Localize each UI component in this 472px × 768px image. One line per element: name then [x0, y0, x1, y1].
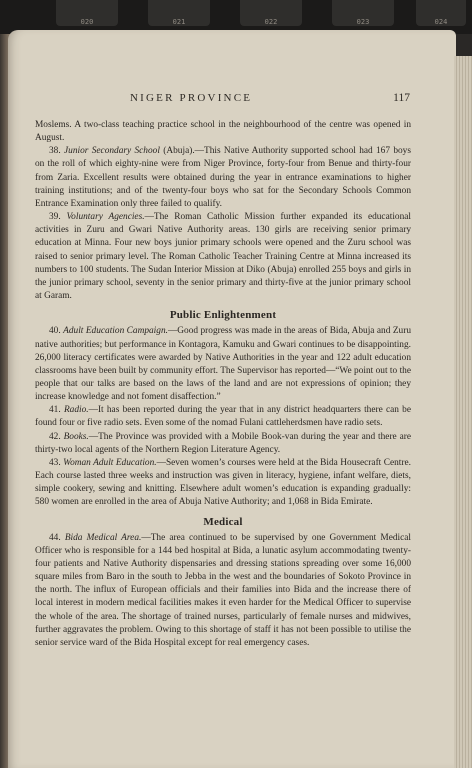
paragraph-text: —It has been reported during the year that in any district headquarters there can be found four or five radio sets. Even some of the nomad Fulani cattleherdsmen have radio sets. [35, 405, 411, 429]
paragraph-number: 42. [49, 431, 61, 442]
page-number: 117 [393, 92, 410, 104]
paragraph-number: 40. [49, 326, 61, 337]
paragraph-text: —The Province was provided with a Mobile Book-van during the year and there are thirty-two local agents of the Northern Region Literature Agency. [35, 431, 411, 455]
section-heading-public-enlightenment: Public Enlightenment [169, 309, 277, 322]
paragraph-title: Books. [63, 431, 89, 442]
paragraph-title: Bida Medical Area. [64, 532, 142, 543]
ruler-label: 023 [332, 0, 394, 26]
paragraph-43 [35, 457, 411, 510]
ruler-label: 021 [148, 0, 210, 26]
ruler-label: 022 [240, 0, 302, 26]
ruler-label: 020 [56, 0, 118, 26]
paragraph-title: Woman Adult Education. [63, 457, 157, 468]
paragraph-number: 44. [49, 532, 61, 543]
paragraph-text: (Abuja).—This Native Authority supported school had 167 boys on the roll of which eighty-nine were from Niger Province, forty-four from Benue and thirty-four from Zaria. Excellent results were obtained during the year in entrance examinations to higher training institutions; and of the twenty-four boys who sat for the Secondary Schools Common Entrance Examination only three failed to qualify. [35, 146, 411, 209]
paragraph-39 [35, 211, 411, 303]
paragraph-title: Voluntary Agencies. [66, 212, 145, 223]
paragraph-text: Moslems. A two-class teaching practice school in the neighbourhood of the centre was opened in August. [35, 120, 411, 144]
paragraph-41 [35, 404, 411, 430]
section-heading-medical: Medical [203, 515, 243, 528]
ruler-label: 024 [416, 0, 466, 26]
paragraph-title: Junior Secondary School [64, 146, 160, 157]
paragraph-text: —Good progress was made in the areas of Bida, Abuja and Zuru native authorities; but performance in Kontagora, Kamuku and Gwari continues to be disappointing. 26,000 literacy certificates were awarded by Native Authorities in the year and 122 adult education classrooms have been built by community effort. The Supervisor has reported—“We point out to the people that our talks are based on the laws of the land and are not expressions of opinion; they increase knowledge and not foment disaffection.” [35, 326, 411, 403]
paragraph-text: —The area continued to be supervised by one Government Medical Officer who is responsible for a 144 bed hospital at Bida, a lunatic asylum accommodating twenty-four patients and Native Authority dispensaries and dressing stations spreading over some 16,000 square miles from Baro in the south to Jebba in the west and the boundaries of Sokoto Province in the north. The influx of European officials and their families into Bida and the increase there of local interest in modern medical facilities makes it even harder for the Medical Officer to supervise the whole of the area. The shortage of trained nurses, particularly of female nurses and midwives, further aggravates the problem. Owing to this shortage of staff it has not been possible to utilise the senior service ward of the Bida Hospital except for real emergency cases. [35, 532, 411, 648]
paragraph-42 [35, 431, 411, 457]
paragraph-38 [35, 145, 411, 211]
paragraph [35, 119, 411, 145]
paragraph-40 [35, 325, 411, 404]
paragraph-title: Radio. [63, 405, 89, 416]
paragraph-number: 39. [49, 212, 61, 223]
paragraph-44 [35, 532, 411, 650]
scanner-strip [0, 0, 472, 34]
paragraph-text: —Seven women’s courses were held at the Bida Housecraft Centre. Each course lasted three weeks and instruction was given in literacy, hygiene, infant welfare, diets, simple cookery, sewing and knitting. Elsewhere adult women’s education is expanding gradually: 580 women are enrolled in the area of Abuja Native Authority; and 1,068 in Bida Emirate. [35, 457, 411, 508]
paragraph-title: Adult Education Campaign. [63, 326, 168, 337]
page-edge [454, 56, 472, 768]
paragraph-number: 38. [49, 146, 61, 157]
paragraph-number: 41. [49, 405, 61, 416]
paragraph-number: 43. [49, 457, 61, 468]
paragraph-text: —The Roman Catholic Mission further expanded its educational activities in Zuru and Gwari Native Authority areas. 130 girls are receiving senior primary education at Minna. Four new boys junior primary schools were opened and the Zuru school was raised to senior primary level. The Roman Catholic Teacher Training Centre at Minna increased its numbers to 100 students. The Sudan Interior Mission at Diko (Abuja) enrolled 255 boys and girls in the junior primary school, seventy in the senior primary and thirty-five at the junior primary school at Garam. [35, 212, 412, 302]
page-body [35, 119, 411, 650]
running-title: NIGER PROVINCE [130, 92, 253, 104]
